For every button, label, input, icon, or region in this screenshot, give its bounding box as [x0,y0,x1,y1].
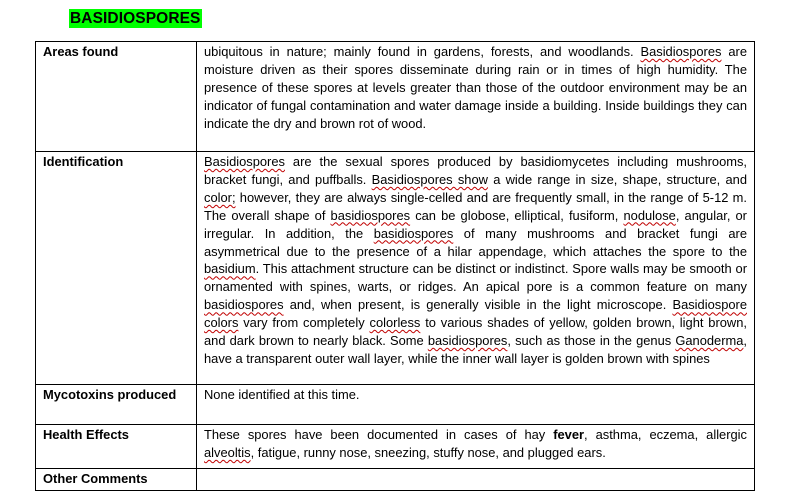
text-segment: and, when present, is generally visible in the light microscope. [283,297,673,313]
row-label: Other Comments [36,469,197,491]
spellcheck-word: color; [204,189,236,205]
spellcheck-word: basidiospores [373,225,454,241]
text-segment: , fatigue, runny nose, sneezing, stuffy nose, and plugged ears. [250,444,606,460]
table-row-areas-found [36,42,755,152]
spellcheck-word: Basidiospores [204,154,285,169]
row-content [197,469,755,491]
text-segment: , have a transparent outer wall layer, while the inner wall layer is golden brown with spines [204,333,747,366]
text-segment: are moisture driven as their spores disseminate during rain or in times of high humidity. The presence of these spores at levels greater than those of the outdoor environment may be an indicator of fungal contamination and water damage inside a building. Inside buildings they can indicate the dry and brown rot of wood. [204,44,747,131]
text-segment: of many mushrooms and bracket fungi are asymmetrical due to the presence of a hilar appendage, which attaches the spore to the [204,225,747,259]
text-segment: are the sexual spores produced by basidiomycetes including mushrooms, bracket fungi, and puffballs. [204,154,747,187]
row-content [197,152,755,385]
text-segment: fever [553,427,585,442]
table-row-health-effects [36,425,755,469]
text-segment: to various shades of yellow, golden brown, light brown, and dark brown to nearly black. Some [204,315,747,349]
table-row-mycotoxins [36,385,755,425]
row-label: Health Effects [36,425,197,469]
text-segment: ubiquitous in nature; mainly found in gardens, forests, and woodlands. [204,44,641,59]
spellcheck-word: basidiospores [330,207,411,223]
row-label: Identification [36,152,197,385]
spellcheck-word: basidium [204,261,256,277]
text-segment: . This attachment structure can be distinct or indistinct. Spore walls may be smooth or ornamented with spines, warts, or ridges. An apical pore is a common feature on many [204,261,747,295]
text-segment: vary from completely [238,315,370,331]
row-label: Mycotoxins produced [36,385,197,425]
row-content [197,42,755,152]
row-content [197,425,755,469]
spellcheck-word: Basidiospores show [371,171,488,187]
spellcheck-word: alveoltis [204,444,251,460]
spellcheck-word: colorless [369,315,421,331]
table-row-other-comments [36,469,755,491]
table-row-identification [36,152,755,385]
document-title: BASIDIOSPORES [70,10,201,27]
text-segment: , such as those in the genus [507,333,676,349]
spore-info-table [35,41,755,491]
text-segment: These spores have been documented in cases of hay [204,427,554,442]
text-segment: , asthma, eczema, allergic [584,427,747,442]
text-segment: None identified at this time. [204,387,360,402]
spellcheck-word: Basidiospores [640,44,722,59]
spellcheck-word: Ganoderma [675,333,744,349]
text-segment: however, they are always single-celled and are frequently small, in the range of 5-12 m. The overall shape of [204,189,747,223]
row-label: Areas found [36,42,197,152]
spellcheck-word: basidiospores [204,297,284,313]
spellcheck-word: nodulose [623,207,676,223]
text-segment: a wide range in size, shape, structure, and [487,171,747,187]
row-content [197,385,755,425]
spellcheck-word: basidiospores [427,333,508,349]
text-segment: can be globose, elliptical, fusiform, [410,207,624,223]
spellcheck-word: Basidiospore colors [204,297,747,331]
text-segment: , angular, or irregular. In addition, the [204,207,747,241]
